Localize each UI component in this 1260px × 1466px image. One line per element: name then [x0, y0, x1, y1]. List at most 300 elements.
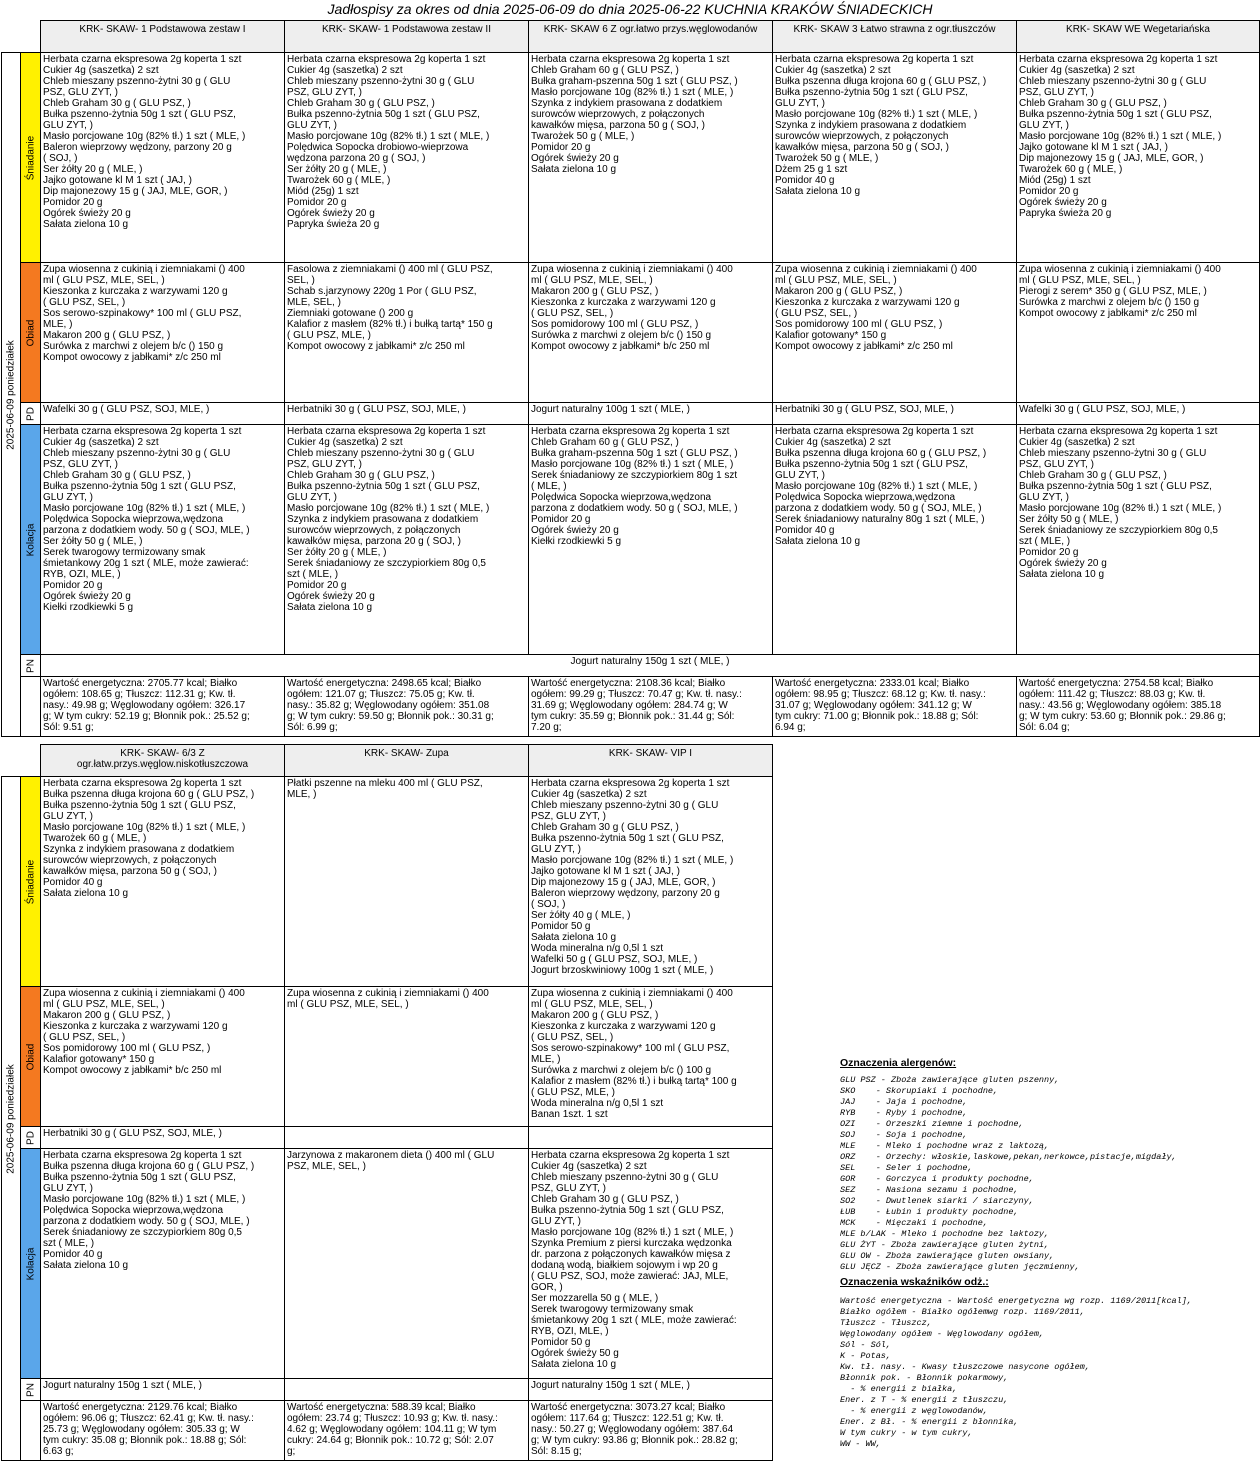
menu-cell: Herbatniki 30 g ( GLU PSZ, SOJ, MLE, ) [285, 403, 529, 425]
menu-line: Ogórek świeży 20 g [1019, 197, 1107, 208]
meal-label-obiad: Obiad [21, 987, 41, 1127]
legend-item: Ener. z T - % energii z tłuszczu, [840, 1395, 1009, 1405]
menu-line: Sos serowo-szpinakowy* 100 ml ( GLU PSZ, [43, 308, 242, 319]
menu-line: Polędwica Sopocka drobiowo-wieprzowa [287, 142, 469, 153]
menu-line: Surówka z marchwi z olejem b/c () 150 g [43, 341, 224, 352]
nutrition-cell [529, 1401, 773, 1461]
menu-line: Kompot owocowy z jabłkami* b/c 250 ml [43, 1065, 222, 1076]
menu-line: szt ( MLE, ) [43, 1238, 95, 1249]
menu-line: Zupa wiosenna z cukinią i ziemniakami () 400 [43, 988, 245, 999]
legend [840, 1058, 1255, 1450]
date-label: 2025-06-09 poniedziałek [5, 1063, 17, 1174]
menu-line: Serek śniadaniowy ze szczypiorkiem 80g 1 szt [531, 470, 738, 481]
menu-line: Bułka graham-pszenna 50g 1 szt ( GLU PSZ, ) [531, 448, 738, 459]
diet-header: KRK- SKAW- VIP I [529, 745, 773, 777]
menu-line: GLU ŻYT, ) [43, 811, 94, 822]
menu-line: szt ( MLE, ) [287, 569, 339, 580]
menu-cell [773, 263, 1017, 403]
menu-line: Chleb mieszany pszenno-żytni 30 g ( GLU [531, 1172, 719, 1183]
menu-line: Ogórek świeży 20 g [1019, 558, 1107, 569]
legend-item: GLU OW - Zboża zawierające gluten owsiany, [840, 1251, 1055, 1261]
menu-line: surowców wieprzowych, z połączonych [531, 109, 705, 120]
menu-line: Ogórek świeży 20 g [43, 591, 131, 602]
menu-cell [1017, 263, 1260, 403]
menu-line: ( GLU PSZ, MLE, ) [287, 330, 371, 341]
menu-line: tym cukry: 71.00 g; Błonnik pok.: 18.88 g; Sól: [775, 711, 979, 722]
menu-line: Jarzynowa z makaronem dieta () 400 ml ( GLU [287, 1150, 495, 1161]
menu-cell [285, 425, 529, 655]
menu-line: GOR, ) [531, 1282, 563, 1293]
nutrition-cell [41, 1401, 285, 1461]
menu-line: Twarożek 50 g ( MLE, ) [531, 131, 635, 142]
indicators-title: Oznaczenia wskaźników odż.: [840, 1276, 989, 1288]
legend-item: Sól - Sól, [840, 1340, 892, 1350]
menu-line: 4.62 g; Węglowodany ogółem: 104.11 g; W tym [287, 1424, 497, 1435]
legend-item: WW - WW, [840, 1439, 881, 1449]
menu-line: Dip majonezowy 15 g ( JAJ, MLE, GOR, ) [1019, 153, 1204, 164]
menu-line: Chleb Graham 30 g ( GLU PSZ, ) [531, 1194, 679, 1205]
menu-line: Szynka z indykiem prasowana z dodatkiem [43, 844, 235, 855]
menu-line: Ogórek świeży 20 g [531, 153, 619, 164]
menu-line: Herbata czarna ekspresowa 2g koperta 1 szt [43, 426, 242, 437]
legend-item: GLU PSZ - Zboża zawierające gluten pszenny, [840, 1075, 1060, 1085]
allergens-title: Oznaczenia alergenów: [840, 1057, 957, 1069]
menu-line: Cukier 4g (saszetka) 2 szt [287, 65, 403, 76]
menu-line: Sałata zielona 10 g [1019, 569, 1105, 580]
menu-line: Chleb Graham 30 g ( GLU PSZ, ) [43, 470, 191, 481]
menu-line: ogółem: 111.42 g; Tłuszcz: 88.03 g; Kw. tł. [1019, 689, 1206, 700]
menu-line: Papryka świeża 20 g [287, 219, 380, 230]
menu-line: Ogórek świeży 20 g [43, 208, 131, 219]
page-title: Jadłospisy za okres od dnia 2025-06-09 do dnia 2025-06-22 KUCHNIA KRAKÓW ŚNIADECKICH [327, 1, 933, 17]
menu-line: PSZ, GLU ŻYT, ) [43, 87, 119, 98]
menu-line: Twarożek 60 g ( MLE, ) [287, 175, 391, 186]
menu-line: ml ( GLU PSZ, MLE, SEL, ) [775, 275, 897, 286]
menu-line: Sałata zielona 10 g [43, 219, 129, 230]
menu-line: Pomidor 20 g [531, 514, 591, 525]
menu-line: Chleb Graham 30 g ( GLU PSZ, ) [531, 822, 679, 833]
menu-cell: Jogurt naturalny 100g 1 szt ( MLE, ) [529, 403, 773, 425]
menu-line: MLE, ) [43, 319, 73, 330]
menu-line: wędzona parzona 20 g ( SOJ, ) [287, 153, 426, 164]
menu-line: ogółem: 108.65 g; Tłuszcz: 112.31 g; Kw. tł. [43, 689, 236, 700]
menu-line: Surówka z marchwi z olejem b/c () 150 g [531, 330, 712, 341]
menu-line: ogółem: 98.95 g; Tłuszcz: 68.12 g; Kw. tł. nasy.: [775, 689, 986, 700]
menu-line: ml ( GLU PSZ, MLE, SEL, ) [43, 999, 165, 1010]
menu-line: Sałata zielona 10 g [775, 536, 861, 547]
menu-line: Chleb Graham 60 g ( GLU PSZ, ) [531, 437, 679, 448]
diet-header: KRK- SKAW 3 Łatwo strawna z ogr.tłuszczów [773, 21, 1017, 53]
menu-line: Dżem 25 g 1 szt [775, 164, 848, 175]
menu-line: ( MLE, ) [531, 481, 567, 492]
legend-item: SO2 - Dwutlenek siarki / siarczyny, [840, 1196, 1034, 1206]
menu-line: ml ( GLU PSZ, MLE, SEL, ) [43, 275, 165, 286]
menu-line: Serek śniadaniowy naturalny 80g 1 szt ( MLE, ) [775, 514, 985, 525]
menu-line: Sól: 8.15 g; [531, 1446, 582, 1457]
menu-line: Pierogi z serem* 350 g ( GLU PSZ, MLE, ) [1019, 286, 1207, 297]
menu-line: Herbata czarna ekspresowa 2g koperta 1 szt [1019, 54, 1218, 65]
legend-item: GLU JĘCZ - Zboża zawierające gluten jęczmienny, [840, 1262, 1080, 1272]
menu-line: PSZ, GLU ŻYT, ) [531, 811, 607, 822]
menu-line: parzona z dodatkiem wody. 50 g ( SOJ, MLE, ) [43, 525, 250, 536]
menu-line: 7.20 g; [531, 722, 562, 733]
menu-line: surowców wieprzowych, z połączonych [287, 525, 461, 536]
menu-line: Masło porcjowane 10g (82% tł.) 1 szt ( MLE, ) [43, 822, 246, 833]
menu-line: nasy.: 50.27 g; Węglowodany ogółem: 387.64 [531, 1424, 734, 1435]
legend-item: SEL - Seler i pochodne, [840, 1163, 973, 1173]
menu-cell [41, 263, 285, 403]
diet-header: KRK- SKAW- 1 Podstawowa zestaw I [41, 21, 285, 53]
menu-line: Kompot owocowy z jabłkami* z/c 250 ml [287, 341, 465, 352]
menu-line: parzona z dodatkiem wody. 50 g ( SOJ, MLE, ) [531, 503, 738, 514]
date-cell [2, 777, 21, 1461]
legend-item: OZI - Orzeszki ziemne i pochodne, [840, 1119, 1024, 1129]
menu-line: g; W tym cukry: 59.50 g; Błonnik pok.: 30.31 g; [287, 711, 494, 722]
legend-item: W tym cukry - w tym cukry, [840, 1428, 973, 1438]
meal-label-pn: PN [21, 1379, 41, 1401]
menu-line: Pomidor 20 g [1019, 547, 1079, 558]
diet-header: KRK- SKAW- Zupa [285, 745, 529, 777]
meal-label-empty [21, 677, 41, 737]
menu-line: 6.94 g; [775, 722, 806, 733]
menu-line: GLU ŻYT, ) [775, 98, 826, 109]
menu-cell: Jogurt naturalny 150g 1 szt ( MLE, ) [41, 1379, 285, 1401]
menu-line: PSZ, GLU ŻYT, ) [43, 459, 119, 470]
menu-line: Chleb Graham 60 g ( GLU PSZ, ) [531, 65, 679, 76]
menu-line: Bułka pszenno-żytnia 50g 1 szt ( GLU PSZ, [43, 109, 236, 120]
menu-line: Masło porcjowane 10g (82% tł.) 1 szt ( MLE, ) [287, 503, 490, 514]
menu-line: GLU ŻYT, ) [531, 1216, 582, 1227]
menu-line: Baleron wieprzowy wędzony, parzony 20 g [43, 142, 232, 153]
menu-line: tym cukry: 35.59 g; Błonnik pok.: 31.44 g; Sól: [531, 711, 735, 722]
menu-line: Zupa wiosenna z cukinią i ziemniakami () 400 [531, 988, 733, 999]
meal-label-sniadanie: Śniadanie [21, 53, 41, 263]
menu-line: Pomidor 40 g [43, 1249, 103, 1260]
menu-line: Zupa wiosenna z cukinią i ziemniakami () 400 [775, 264, 977, 275]
menu-cell: Wafelki 30 g ( GLU PSZ, SOJ, MLE, ) [1017, 403, 1260, 425]
menu-line: surowców wieprzowych, z połączonych [775, 131, 949, 142]
menu-line: Herbata czarna ekspresowa 2g koperta 1 szt [43, 778, 242, 789]
menu-line: Sól: 9.51 g; [43, 722, 94, 733]
menu-line: cukry: 24.64 g; Błonnik pok.: 10.72 g; Sól: 2.07 [287, 1435, 494, 1446]
legend-item: MLE - Mleko i pochodne wraz z laktozą, [840, 1141, 1050, 1151]
menu-line: Masło porcjowane 10g (82% tł.) 1 szt ( MLE, ) [1019, 131, 1222, 142]
menu-line: Sos pomidorowy 100 ml ( GLU PSZ, ) [531, 319, 699, 330]
menu-line: Sól: 6.04 g; [1019, 722, 1070, 733]
menu-line: Pomidor 20 g [43, 580, 103, 591]
nutrition-cell [285, 677, 529, 737]
menu-line: Cukier 4g (saszetka) 2 szt [43, 437, 159, 448]
menu-line: Wartość energetyczna: 2129.76 kcal; Białko [43, 1402, 238, 1413]
menu-line: Bułka pszenno-żytnia 50g 1 szt ( GLU PSZ, [43, 1172, 236, 1183]
menu-line: Herbata czarna ekspresowa 2g koperta 1 szt [287, 54, 486, 65]
menu-line: Chleb mieszany pszenno-żytni 30 g ( GLU [1019, 448, 1207, 459]
menu-line: PSZ, GLU ŻYT, ) [531, 1183, 607, 1194]
menu-line: g; W tym cukry: 93.86 g; Błonnik pok.: 28.82 g; [531, 1435, 738, 1446]
menu-cell [41, 777, 285, 987]
menu-line: Wartość energetyczna: 588.39 kcal; Białko [287, 1402, 476, 1413]
menu-line: Wafelki 50 g ( GLU PSZ, SOJ, MLE, ) [531, 954, 698, 965]
menu-line: Fasolowa z ziemniakami () 400 ml ( GLU PSZ, [287, 264, 493, 275]
menu-line: Cukier 4g (saszetka) 2 szt [1019, 65, 1135, 76]
nutrition-cell [41, 677, 285, 737]
menu-line: Ser żółty 20 g ( MLE, ) [287, 164, 387, 175]
menu-line: Kalafior gotowany* 150 g [775, 330, 887, 341]
menu-line: Jajko gotowane kl M 1 szt ( JAJ, ) [43, 175, 192, 186]
menu-line: Kieszonka z kurczaka z warzywami 120 g [43, 1021, 228, 1032]
menu-line: Bułka pszenno-żytnia 50g 1 szt ( GLU PSZ, [43, 800, 236, 811]
menu-line: ogółem: 23.74 g; Tłuszcz: 10.93 g; Kw. tł. nasy.: [287, 1413, 498, 1424]
menu-line: Masło porcjowane 10g (82% tł.) 1 szt ( MLE, ) [775, 109, 978, 120]
legend-item: Tłuszcz - Tłuszcz, [840, 1318, 932, 1328]
menu-line: ( GLU PSZ, SEL, ) [531, 1032, 614, 1043]
menu-line: kawałków mięsa, parzona 50 g ( SOJ, ) [531, 120, 705, 131]
menu-line: 25.73 g; Węglowodany ogółem: 305.33 g; W [43, 1424, 240, 1435]
menu-line: Bułka pszenna długa krojona 60 g ( GLU PSZ, ) [775, 76, 987, 87]
menu-cell [529, 987, 773, 1127]
menu-line: Pomidor 50 g [531, 921, 591, 932]
menu-line: PSZ, MLE, SEL, ) [287, 1161, 366, 1172]
menu-line: Serek twarogowy termizowany smak [43, 547, 206, 558]
menu-line: GLU ŻYT, ) [1019, 120, 1070, 131]
menu-line: Sałata zielona 10 g [43, 1260, 129, 1271]
diet-header: KRK- SKAW- 1 Podstawowa zestaw II [285, 21, 529, 53]
menu-line: Herbata czarna ekspresowa 2g koperta 1 szt [1019, 426, 1218, 437]
menu-line: Twarożek 60 g ( MLE, ) [43, 833, 147, 844]
menu-line: PSZ, GLU ŻYT, ) [287, 459, 363, 470]
menu-line: kawałków mięsa, parzona 50 g ( SOJ, ) [775, 142, 949, 153]
menu-line: Kompot owocowy z jabłkami* z/c 250 ml [1019, 308, 1197, 319]
menu-line: Herbata czarna ekspresowa 2g koperta 1 szt [531, 426, 730, 437]
menu-line: kawałków mięsa, parzona 20 g ( SOJ, ) [287, 536, 461, 547]
legend-item: MLE b/LAK - Mleko i pochodne bez laktozy, [840, 1229, 1050, 1239]
menu-line: Cukier 4g (saszetka) 2 szt [531, 789, 647, 800]
menu-line: Masło porcjowane 10g (82% tł.) 1 szt ( MLE, ) [43, 131, 246, 142]
date-cell [2, 53, 21, 737]
menu-line: GLU ŻYT, ) [287, 492, 338, 503]
menu-line: Szynka z indykiem prasowana z dodatkiem [531, 98, 723, 109]
legend-item: SOJ - Soja i pochodne, [840, 1130, 968, 1140]
menu-line: Chleb Graham 30 g ( GLU PSZ, ) [287, 98, 435, 109]
menu-line: Kalafior gotowany* 150 g [43, 1054, 155, 1065]
legend-item: Ener. z Bł. - % energii z błonnika, [840, 1417, 1019, 1427]
menu-line: ( GLU PSZ, MLE, ) [531, 1087, 615, 1098]
menu-line: Pomidor 40 g [775, 525, 835, 536]
menu-line: ( GLU PSZ, SEL, ) [43, 297, 126, 308]
legend-item: MCK - Mięczaki i pochodne, [840, 1218, 988, 1228]
menu-line: ( SOJ, ) [531, 899, 566, 910]
menu-line: Sałata zielona 10 g [43, 888, 129, 899]
legend-item: Białko ogółem - Białko ogółemwg rozp. 1169/2011, [840, 1307, 1085, 1317]
menu-line: PSZ, GLU ŻYT, ) [287, 87, 363, 98]
menu-line: Szynka z indykiem prasowana z dodatkiem [775, 120, 967, 131]
menu-line: śmietankowy 20g 1 szt ( MLE, może zawierać: [531, 1315, 737, 1326]
diet-header: KRK- SKAW 6 Z ogr.łatwo przys.węglowodanów [529, 21, 773, 53]
menu-line: Herbata czarna ekspresowa 2g koperta 1 szt [531, 1150, 730, 1161]
menu-cell [1017, 425, 1260, 655]
menu-line: Pomidor 40 g [43, 877, 103, 888]
menu-line: Bułka graham-pszenna 50g 1 szt ( GLU PSZ, ) [531, 76, 738, 87]
menu-line: Chleb mieszany pszenno-żytni 30 g ( GLU [287, 76, 475, 87]
menu-cell [41, 987, 285, 1127]
menu-line: GLU ŻYT, ) [1019, 492, 1070, 503]
menu-line: ml ( GLU PSZ, MLE, SEL, ) [287, 999, 409, 1010]
menu-line: Polędwica Sopocka wieprzowa,wędzona [775, 492, 956, 503]
menu-line: 31.07 g; Węglowodany ogółem: 341.12 g; W [775, 700, 972, 711]
menu-line: Cukier 4g (saszetka) 2 szt [1019, 437, 1135, 448]
meal-label-empty [21, 1401, 41, 1461]
menu-line: Pomidor 20 g [287, 197, 347, 208]
menu-line: dr. parzona z połączonych kawałków mięsa z [531, 1249, 731, 1260]
legend-item: K - Potas, [840, 1351, 892, 1361]
menu-cell [285, 987, 529, 1127]
menu-line: Bułka pszenno-żytnia 50g 1 szt ( GLU PSZ, [775, 87, 968, 98]
menu-line: GLU ŻYT, ) [43, 120, 94, 131]
menu-line: Chleb mieszany pszenno-żytni 30 g ( GLU [43, 448, 231, 459]
menu-line: Jajko gotowane kl M 1 szt ( JAJ, ) [1019, 142, 1168, 153]
menu-line: Kompot owocowy z jabłkami* z/c 250 ml [775, 341, 953, 352]
menu-cell [1017, 53, 1260, 263]
menu-line: Kieszonka z kurczaka z warzywami 120 g [775, 297, 960, 308]
meal-label-kolacja: Kolacja [21, 1149, 41, 1379]
menu-line: Chleb mieszany pszenno-żytni 30 g ( GLU [43, 76, 231, 87]
menu-line: Kalafior z masłem (82% tł.) i bułką tartą* 150 g [287, 319, 493, 330]
menu-line: Kiełki rzodkiewki 5 g [531, 536, 622, 547]
menu-line: śmietankowy 20g 1 szt ( MLE, może zawierać: [43, 558, 249, 569]
menu-line: Zupa wiosenna z cukinią i ziemniakami () 400 [531, 264, 733, 275]
menu-line: Masło porcjowane 10g (82% tł.) 1 szt ( MLE, ) [531, 1227, 734, 1238]
menu-line: Baleron wieprzowy wędzony, parzony 20 g [531, 888, 720, 899]
menu-line: Serek śniadaniowy ze szczypiorkiem 80g 0,5 [1019, 525, 1218, 536]
menu-line: Bułka pszenno-żytnia 50g 1 szt ( GLU PSZ, [1019, 481, 1212, 492]
menu-line: Pomidor 20 g [1019, 186, 1079, 197]
menu-line: Chleb Graham 30 g ( GLU PSZ, ) [1019, 98, 1167, 109]
menu-line: Herbata czarna ekspresowa 2g koperta 1 szt [43, 1150, 242, 1161]
legend-item: RYB - Ryby i pochodne, [840, 1108, 968, 1118]
menu-cell [529, 53, 773, 263]
menu-line: Herbata czarna ekspresowa 2g koperta 1 szt [775, 426, 974, 437]
legend-item: JAJ - Jaja i pochodne, [840, 1097, 968, 1107]
menu-line: Kalafior z masłem (82% tł.) i bułką tartą* 100 g [531, 1076, 737, 1087]
menu-line: parzona z dodatkiem wody. 50 g ( SOJ, MLE, ) [43, 1216, 250, 1227]
allergens-list [840, 1075, 1255, 1273]
menu-line: Sałata zielona 10 g [531, 1359, 617, 1370]
menu-line: MLE, SEL, ) [287, 297, 341, 308]
nutrition-cell [285, 1401, 529, 1461]
menu-line: Zupa wiosenna z cukinią i ziemniakami () 400 [43, 264, 245, 275]
menu-line: Kieszonka z kurczaka z warzywami 120 g [43, 286, 228, 297]
menu-line: Polędwica Sopocka wieprzowa,wędzona [43, 1205, 224, 1216]
menu-line: Chleb Graham 30 g ( GLU PSZ, ) [287, 470, 435, 481]
menu-line: Ser żółty 20 g ( MLE, ) [43, 164, 143, 175]
menu-line: Masło porcjowane 10g (82% tł.) 1 szt ( MLE, ) [43, 503, 246, 514]
menu-line: ( SOJ, ) [43, 153, 78, 164]
menu-line: Ser żółty 50 g ( MLE, ) [1019, 514, 1119, 525]
menu-cell [529, 1149, 773, 1379]
menu-line: Jajko gotowane kl M 1 szt ( JAJ, ) [531, 866, 680, 877]
menu-line: Pomidor 20 g [531, 142, 591, 153]
menu-line: Bułka pszenno-żytnia 50g 1 szt ( GLU PSZ, [1019, 109, 1212, 120]
meal-label-pd: PD [21, 403, 41, 425]
menu-cell [285, 777, 529, 987]
menu-line: Sos pomidorowy 100 ml ( GLU PSZ, ) [775, 319, 943, 330]
legend-item: GLU ŻYT - Zboża zawierające gluten żytni, [840, 1240, 1050, 1250]
menu-line: GLU ŻYT, ) [43, 492, 94, 503]
menu-line: Cukier 4g (saszetka) 2 szt [775, 437, 891, 448]
menu-cell [285, 53, 529, 263]
menu-line: Cukier 4g (saszetka) 2 szt [287, 437, 403, 448]
menu-line: Bułka pszenno-żytnia 50g 1 szt ( GLU PSZ, [775, 459, 968, 470]
menu-line: Surówka z marchwi z olejem b/c () 150 g [1019, 297, 1200, 308]
menu-cell [773, 425, 1017, 655]
menu-line: SEL, ) [287, 275, 315, 286]
diet-header: KRK- SKAW WE Wegetariańska [1017, 21, 1260, 53]
menu-cell: Wafelki 30 g ( GLU PSZ, SOJ, MLE, ) [41, 403, 285, 425]
menu-table-1 [1, 20, 1260, 737]
menu-line: Zupa wiosenna z cukinią i ziemniakami () 400 [287, 988, 489, 999]
menu-line: Sałata zielona 10 g [531, 164, 617, 175]
menu-cell [41, 425, 285, 655]
menu-line: Makaron 200 g ( GLU PSZ, ) [531, 1010, 659, 1021]
menu-line: Wartość energetyczna: 3073.27 kcal; Białko [531, 1402, 726, 1413]
indicators-list [840, 1296, 1255, 1450]
menu-line: Serek twarogowy termizowany smak [531, 1304, 694, 1315]
menu-line: Surówka z marchwi z olejem b/c () 100 g [531, 1065, 712, 1076]
menu-line: GLU ŻYT, ) [43, 1183, 94, 1194]
menu-line: ml ( GLU PSZ, MLE, SEL, ) [531, 275, 653, 286]
legend-item: Błonnik pok. - Błonnik pokarmowy, [840, 1373, 1009, 1383]
menu-line: Chleb Graham 30 g ( GLU PSZ, ) [43, 98, 191, 109]
menu-line: Polędwica Sopocka wieprzowa,wędzona [43, 514, 224, 525]
menu-line: Masło porcjowane 10g (82% tł.) 1 szt ( MLE, ) [43, 1194, 246, 1205]
menu-line: Bułka pszenno-żytnia 50g 1 szt ( GLU PSZ, [287, 481, 480, 492]
menu-line: RYB, OZI, MLE, ) [43, 569, 121, 580]
menu-line: Kompot owocowy z jabłkami* b/c 250 ml [531, 341, 710, 352]
menu-line: Wartość energetyczna: 2333.01 kcal; Białko [775, 678, 970, 689]
menu-line: MLE, ) [531, 1054, 561, 1065]
menu-line: Herbata czarna ekspresowa 2g koperta 1 szt [531, 54, 730, 65]
nutrition-cell [1017, 677, 1260, 737]
menu-line: GLU ŻYT, ) [531, 844, 582, 855]
meal-label-pn: PN [21, 655, 41, 677]
menu-line: Masło porcjowane 10g (82% tł.) 1 szt ( MLE, ) [531, 87, 734, 98]
legend-item: - % energii z białka, [840, 1384, 958, 1394]
menu-line: Pomidor 20 g [287, 580, 347, 591]
menu-line: Bułka pszenno-żytnia 50g 1 szt ( GLU PSZ, [531, 833, 724, 844]
menu-line: Woda mineralna n/g 0,5l 1 szt [531, 1098, 664, 1109]
menu-cell [285, 1149, 529, 1379]
menu-cell [529, 263, 773, 403]
menu-line: Ogórek świeży 20 g [287, 208, 375, 219]
menu-line: Makaron 200 g ( GLU PSZ, ) [43, 1010, 171, 1021]
menu-line: Kieszonka z kurczaka z warzywami 120 g [531, 1021, 716, 1032]
menu-line: ( GLU PSZ, SOJ, może zawierać: JAJ, MLE, [531, 1271, 729, 1282]
menu-line: Papryka świeża 20 g [1019, 208, 1112, 219]
menu-line: Ogórek świeży 20 g [531, 525, 619, 536]
menu-line: 31.69 g; Węglowodany ogółem: 284.74 g; W [531, 700, 728, 711]
legend-item: - % energii z węglowodanów, [840, 1406, 988, 1416]
menu-cell: Jogurt naturalny 150g 1 szt ( MLE, ) [529, 1379, 773, 1401]
menu-cell: Herbatniki 30 g ( GLU PSZ, SOJ, MLE, ) [773, 403, 1017, 425]
menu-line: Sos serowo-szpinakowy* 100 ml ( GLU PSZ, [531, 1043, 730, 1054]
menu-line: ( GLU PSZ, SEL, ) [43, 1032, 126, 1043]
meal-label-sniadanie: Śniadanie [21, 777, 41, 987]
menu-line: ( GLU PSZ, SEL, ) [775, 308, 858, 319]
menu-cell [285, 1379, 529, 1401]
legend-item: ORZ - Orzechy: włoskie,laskowe,pekan,nerkowce,pistacje,migdały, [840, 1152, 1177, 1162]
menu-line: Ser żółty 20 g ( MLE, ) [287, 547, 387, 558]
menu-cell [529, 425, 773, 655]
